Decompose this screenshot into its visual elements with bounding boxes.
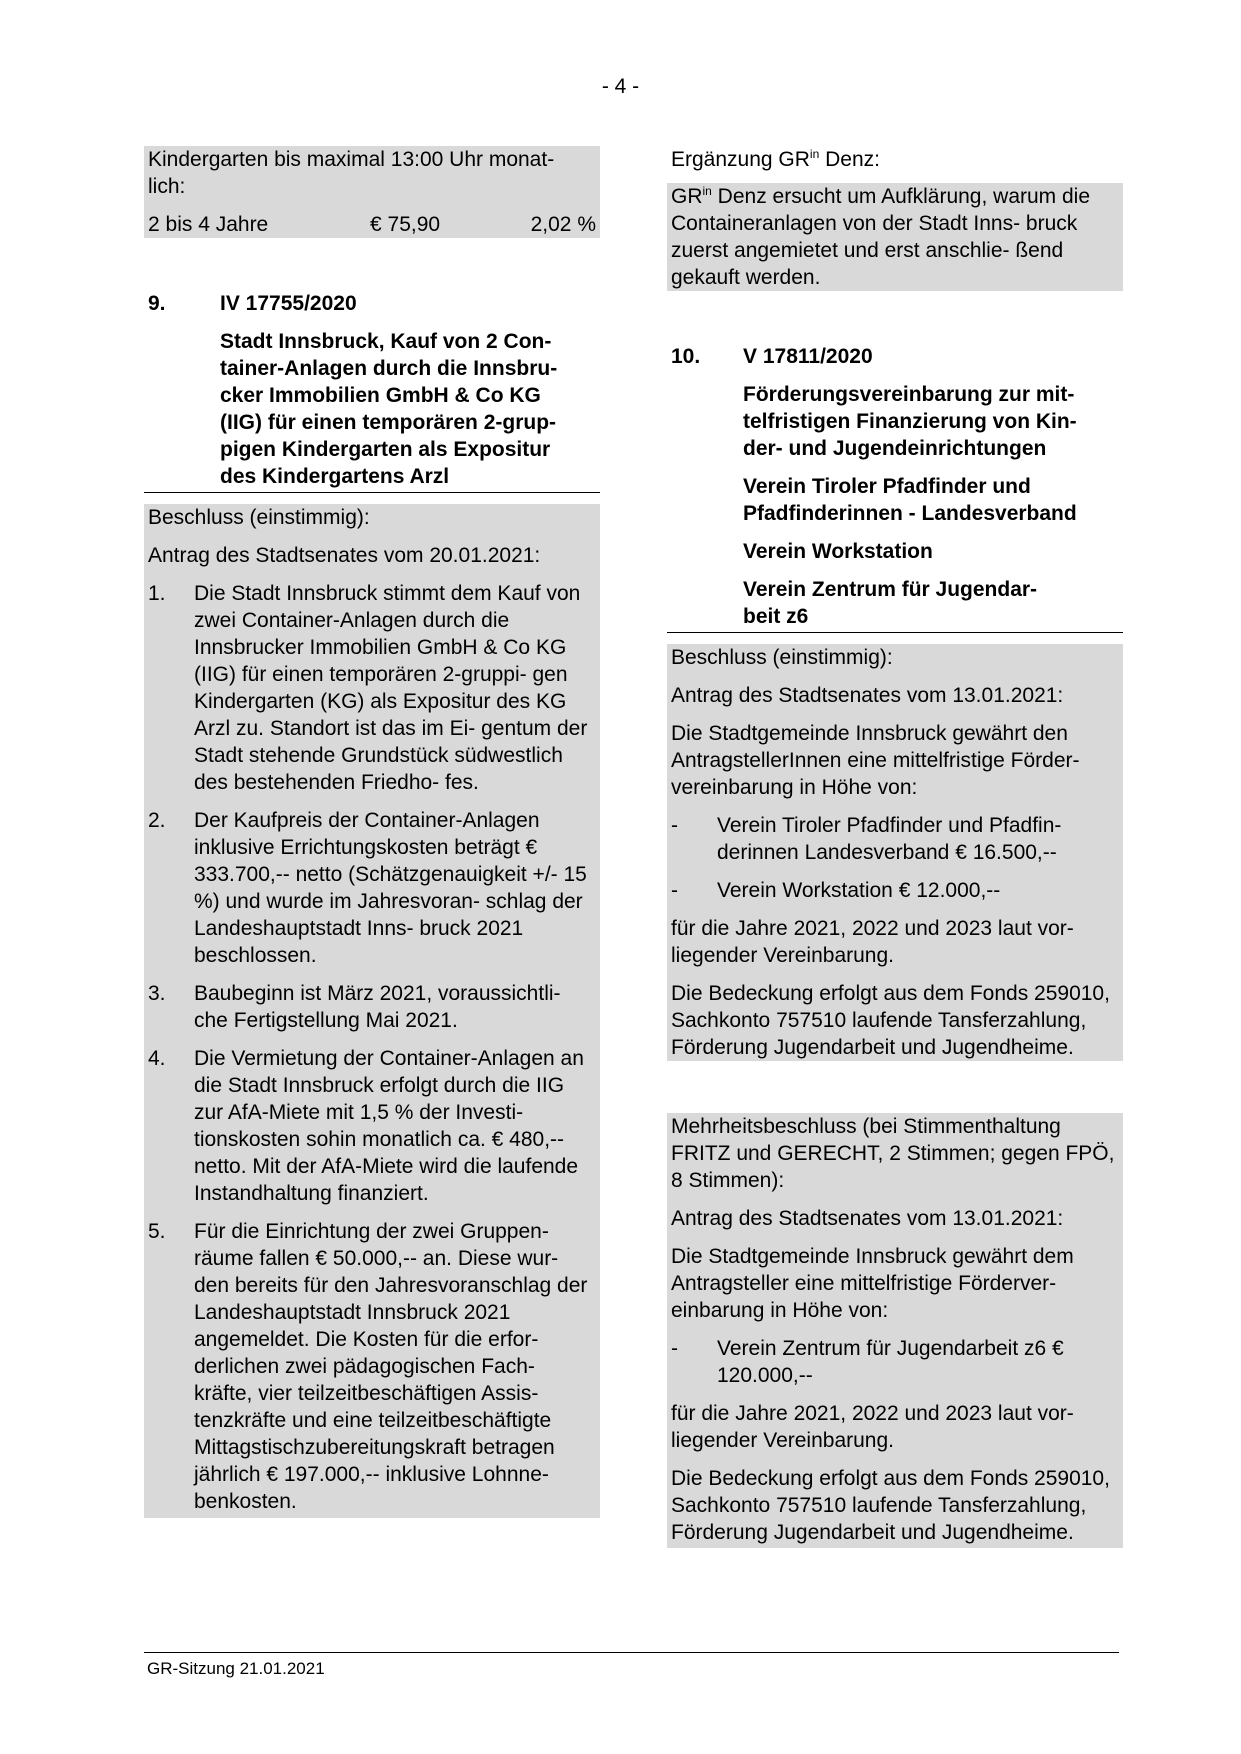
bullet: - xyxy=(671,814,678,837)
page-number: - 4 - xyxy=(601,75,640,98)
bullet-text: Verein Workstation € 12.000,-- xyxy=(717,879,1001,902)
point-text: Für die Einrichtung der zwei Gruppen- räume fallen € 50.000,-- an. Diese wur- den bereits für den Jahresvoranschlag der Landeshauptstadt Innsbruck 2021 angemeldet. Die Kosten für die erfor- derlichen zwei pädagogischen Fach- kräfte, vier teilzeitbeschäftigen Assis- tenzkräfte und eine teilzeitbeschäftigte Mittagstischzubereitungskraft betragen jährlich € 197.000,-- inklusive Lohnne- benkosten. xyxy=(194,1220,588,1513)
item-9-title: Stadt Innsbruck, Kauf von 2 Con- tainer-Anlagen durch die Innsbru- cker Immobilien GmbH & Co KG (IIG) für einen temporären 2-grup- pigen Kindergarten als Expositur des Kindergartens Arzl xyxy=(220,330,558,488)
block1-jahre: für die Jahre 2021, 2022 und 2023 laut vor- liegender Vereinbarung. xyxy=(671,917,1074,967)
item-10-sub3: Verein Zentrum für Jugendar- beit z6 xyxy=(743,578,1038,628)
item-10-number: 10. xyxy=(671,345,701,368)
fee-text: Kindergarten bis maximal 13:00 Uhr monat- lich: xyxy=(148,148,555,198)
point-text: Baubeginn ist März 2021, voraussichtli- che Fertigstellung Mai 2021. xyxy=(194,982,561,1032)
block1-intro: Die Stadtgemeinde Innsbruck gewährt den AntragstellerInnen eine mittelfristige Förder- vereinbarung in Höhe von: xyxy=(671,722,1080,799)
bullet: - xyxy=(671,1337,678,1360)
item-9-code: IV 17755/2020 xyxy=(220,292,357,315)
footer-text: GR-Sitzung 21.01.2021 xyxy=(147,1659,325,1678)
point-text: Der Kaufpreis der Container-Anlagen inklusive Errichtungskosten beträgt € 333.700,-- netto (Schätzgenauigkeit +/- 15 %) und wurde im Jahresvoran- schlag der Landeshauptstadt Inns- bruck 2021 beschlossen. xyxy=(194,809,587,967)
block2-intro: Die Stadtgemeinde Innsbruck gewährt dem Antragsteller eine mittelfristige Förderver- einbarung in Höhe von: xyxy=(671,1245,1074,1322)
fee-percent: 2,02 % xyxy=(530,213,596,236)
item-10-code: V 17811/2020 xyxy=(743,345,873,368)
point-number: 3. xyxy=(148,982,166,1005)
list-item xyxy=(148,1218,596,1515)
point-text: Die Stadt Innsbruck stimmt dem Kauf von zwei Container-Anlagen durch die Innsbrucker Immobilien GmbH & Co KG (IIG) für einen temporären 2-gruppi- gen Kindergarten (KG) als Expositur des KG Arzl zu. Standort ist das im Ei- gentum der Stadt stehende Grundstück südwestlich des bestehenden Friedho- fes. xyxy=(194,582,588,794)
list-item xyxy=(671,812,1119,866)
block1-beschluss: Beschluss (einstimmig): xyxy=(671,646,893,669)
item-10-heading xyxy=(667,343,1123,630)
item-9-rule xyxy=(144,492,600,493)
list-item xyxy=(148,580,596,796)
right-column xyxy=(667,146,1123,1548)
bullet-text: Verein Tiroler Pfadfinder und Pfadfin- derinnen Landesverband € 16.500,-- xyxy=(717,814,1062,864)
block1-bedeckung: Die Bedeckung erfolgt aus dem Fonds 259010, Sachkonto 757510 laufende Tansferzahlung, Förderung Jugendarbeit und Jugendheime. xyxy=(671,982,1110,1059)
point-number: 2. xyxy=(148,809,166,832)
block2-antrag: Antrag des Stadtsenates vom 13.01.2021: xyxy=(671,1207,1064,1230)
fee-age: 2 bis 4 Jahre xyxy=(148,213,269,236)
fee-row xyxy=(148,211,596,238)
footer-rule xyxy=(144,1652,1119,1653)
item-9-number: 9. xyxy=(148,292,166,315)
point-text: Die Vermietung der Container-Anlagen an die Stadt Innsbruck erfolgt durch die IIG zur AfA-Miete mit 1,5 % der Investi- tionskosten sohin monatlich ca. € 480,-- netto. Mit der AfA-Miete wird die laufende Instandhaltung finanziert. xyxy=(194,1047,584,1205)
list-item xyxy=(148,980,596,1034)
item-10-title: Förderungsvereinbarung zur mit- telfristigen Finanzierung von Kin- der- und Jugendeinrichtungen xyxy=(743,383,1077,460)
item-10-block1 xyxy=(667,644,1123,1061)
fee-block xyxy=(144,146,600,238)
block2-jahre: für die Jahre 2021, 2022 und 2023 laut vor- liegender Vereinbarung. xyxy=(671,1402,1074,1452)
point-number: 5. xyxy=(148,1220,166,1243)
item-9-antrag: Antrag des Stadtsenates vom 20.01.2021: xyxy=(148,544,541,567)
item-9-heading xyxy=(144,290,600,490)
bullet-text: Verein Zentrum für Jugendarbeit z6 € 120.000,-- xyxy=(717,1337,1064,1387)
bullet: - xyxy=(671,879,678,902)
item-10-rule xyxy=(667,632,1123,633)
list-item xyxy=(148,807,596,969)
block2-bedeckung: Die Bedeckung erfolgt aus dem Fonds 259010, Sachkonto 757510 laufende Tansferzahlung, Förderung Jugendarbeit und Jugendheime. xyxy=(671,1467,1110,1544)
ergaenzung-heading: Ergänzung $GR^{in}$ Denz: xyxy=(671,147,880,171)
point-number: 4. xyxy=(148,1047,166,1070)
item-10-sub1: Verein Tiroler Pfadfinder und Pfadfinderinnen - Landesverband xyxy=(743,475,1077,525)
left-column xyxy=(144,146,600,1518)
list-item xyxy=(671,1335,1119,1389)
item-10-block2 xyxy=(667,1113,1123,1548)
item-9-body xyxy=(144,504,600,1518)
fee-amount: € 75,90 xyxy=(370,213,441,236)
item-9-beschluss: Beschluss (einstimmig): xyxy=(148,506,370,529)
list-item xyxy=(148,1045,596,1207)
item-10-sub2: Verein Workstation xyxy=(743,540,933,563)
ergaenzung-text: $GR^{in}$ Denz ersucht um Aufklärung, warum die Containeranlagen von der Stadt Inns- bruck zuerst angemietet und erst anschlie- ßend gekauft werden. xyxy=(667,183,1123,291)
point-number: 1. xyxy=(148,582,166,605)
block2-beschluss: Mehrheitsbeschluss (bei Stimmenthaltung FRITZ und GERECHT, 2 Stimmen; gegen FPÖ, 8 Stimmen): xyxy=(671,1115,1115,1192)
block1-antrag: Antrag des Stadtsenates vom 13.01.2021: xyxy=(671,684,1064,707)
list-item xyxy=(671,877,1119,904)
